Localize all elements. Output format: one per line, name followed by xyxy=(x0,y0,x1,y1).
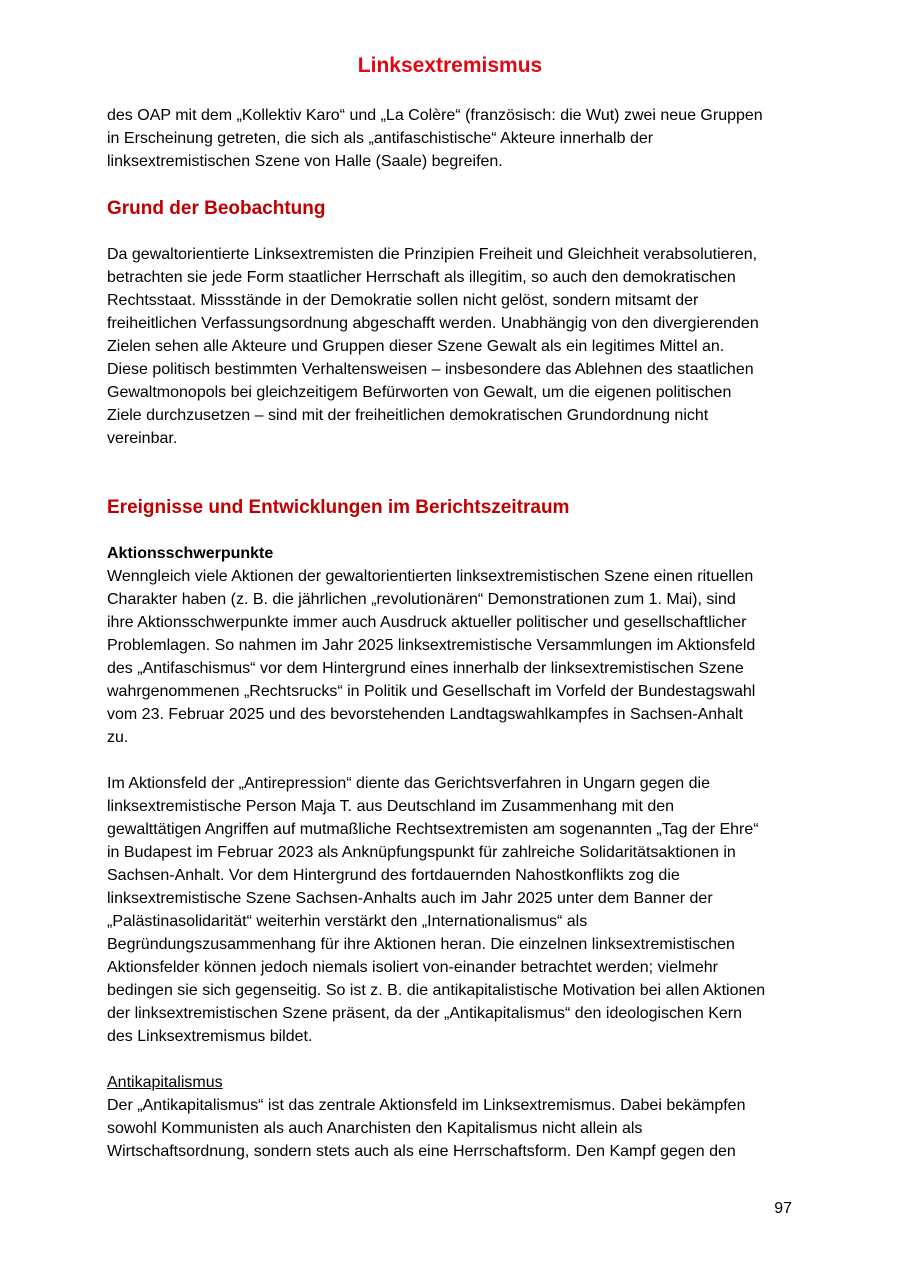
text-line: Wenngleich viele Aktionen der gewaltorientierten linksextremistischen Szene einen rituellen xyxy=(107,568,754,585)
text-line: vom 23. Februar 2025 und des bevorstehenden Landtagswahlkampfes in Sachsen-Anhalt xyxy=(107,706,743,723)
text-line: in Erscheinung getreten, die sich als „antifaschistische“ Akteure innerhalb der xyxy=(107,130,654,147)
text-line: freiheitlichen Verfassungsordnung abgeschafft werden. Unabhängig von den divergierenden xyxy=(107,315,759,332)
subheading-antikapitalismus: Antikapitalismus xyxy=(107,1074,223,1091)
text-line: vereinbar. xyxy=(107,430,178,447)
text-line: Gewaltmonopols bei gleichzeitigem Befürworten von Gewalt, um die eigenen politischen xyxy=(107,384,732,401)
text-line: des Linksextremismus bildet. xyxy=(107,1028,313,1045)
aktionsschwerpunkte-paragraph-2 xyxy=(107,772,797,1048)
page-number: 97 xyxy=(774,1200,792,1217)
text-line: sowohl Kommunisten als auch Anarchisten den Kapitalismus nicht allein als xyxy=(107,1120,643,1137)
text-line: des „Antifaschismus“ vor dem Hintergrund eines innerhalb der linksextremistischen Szene xyxy=(107,660,744,677)
text-line: Zielen sehen alle Akteure und Gruppen dieser Szene Gewalt als ein legitimes Mittel an. xyxy=(107,338,725,355)
antikapitalismus-paragraph xyxy=(107,1094,797,1163)
text-line: linksextremistischen Szene von Halle (Saale) begreifen. xyxy=(107,153,503,170)
text-line: linksextremistische Person Maja T. aus Deutschland im Zusammenhang mit den xyxy=(107,798,675,815)
text-line: Sachsen-Anhalt. Vor dem Hintergrund des fortdauernden Nahostkonflikts zog die xyxy=(107,867,680,884)
section-heading-grund: Grund der Beobachtung xyxy=(107,198,326,219)
document-body xyxy=(107,104,797,1163)
intro-paragraph xyxy=(107,104,797,173)
text-line: Begründungszusammenhang für ihre Aktionen heran. Die einzelnen linksextremistischen xyxy=(107,936,735,953)
text-line: Problemlagen. So nahmen im Jahr 2025 linksextremistische Versammlungen im Aktionsfeld xyxy=(107,637,756,654)
text-line: ihre Aktionsschwerpunkte immer auch Ausdruck aktueller politischer und gesellschaftlicher xyxy=(107,614,747,631)
text-line: Wirtschaftsordnung, sondern stets auch als eine Herrschaftsform. Den Kampf gegen den xyxy=(107,1143,736,1160)
page-header-title: Linksextremismus xyxy=(357,54,543,77)
subheading-aktionsschwerpunkte: Aktionsschwerpunkte xyxy=(107,545,274,562)
text-line: der linksextremistischen Szene präsent, da der „Antikapitalismus“ den ideologischen Kern xyxy=(107,1005,742,1022)
text-line: Im Aktionsfeld der „Antirepression“ diente das Gerichtsverfahren in Ungarn gegen die xyxy=(107,775,710,792)
text-line: „Palästinasolidarität“ weiterhin verstärkt den „Internationalismus“ als xyxy=(107,913,588,930)
text-line: in Budapest im Februar 2023 als Anknüpfungspunkt für zahlreiche Solidaritätsaktionen in xyxy=(107,844,736,861)
text-line: linksextremistische Szene Sachsen-Anhalts auch im Jahr 2025 unter dem Banner der xyxy=(107,890,713,907)
text-line: Charakter haben (z. B. die jährlichen „revolutionären“ Demonstrationen zum 1. Mai), sind xyxy=(107,591,736,608)
text-line: Aktionsfelder können jedoch niemals isoliert von-einander betrachtet werden; vielmehr xyxy=(107,959,718,976)
text-line: des OAP mit dem „Kollektiv Karo“ und „La Colère“ (französisch: die Wut) zwei neue Gruppen xyxy=(107,107,763,124)
text-line: gewalttätigen Angriffen auf mutmaßliche Rechtsextremisten am sogenannten „Tag der Ehre“ xyxy=(107,821,759,838)
text-line: Diese politisch bestimmten Verhaltensweisen – insbesondere das Ablehnen des staatlichen xyxy=(107,361,754,378)
text-line: zu. xyxy=(107,729,129,746)
text-line: Ziele durchzusetzen – sind mit der freiheitlichen demokratischen Grundordnung nicht xyxy=(107,407,709,424)
section-heading-ereignisse: Ereignisse und Entwicklungen im Berichtszeitraum xyxy=(107,497,570,518)
aktionsschwerpunkte-paragraph-1 xyxy=(107,565,797,749)
text-line: Da gewaltorientierte Linksextremisten die Prinzipien Freiheit und Gleichheit verabsolutieren, xyxy=(107,246,758,263)
text-line: wahrgenommenen „Rechtsrucks“ in Politik und Gesellschaft im Vorfeld der Bundestagswahl xyxy=(107,683,756,700)
text-line: betrachten sie jede Form staatlicher Herrschaft als illegitim, so auch den demokratischen xyxy=(107,269,736,286)
text-line: Der „Antikapitalismus“ ist das zentrale Aktionsfeld im Linksextremismus. Dabei bekämpfen xyxy=(107,1097,746,1114)
text-line: Rechtsstaat. Missstände in der Demokratie sollen nicht gelöst, sondern mitsamt der xyxy=(107,292,699,309)
text-line: bedingen sie sich gegenseitig. So ist z. B. die antikapitalistische Motivation bei allen Aktionen xyxy=(107,982,766,999)
grund-paragraph xyxy=(107,243,797,450)
